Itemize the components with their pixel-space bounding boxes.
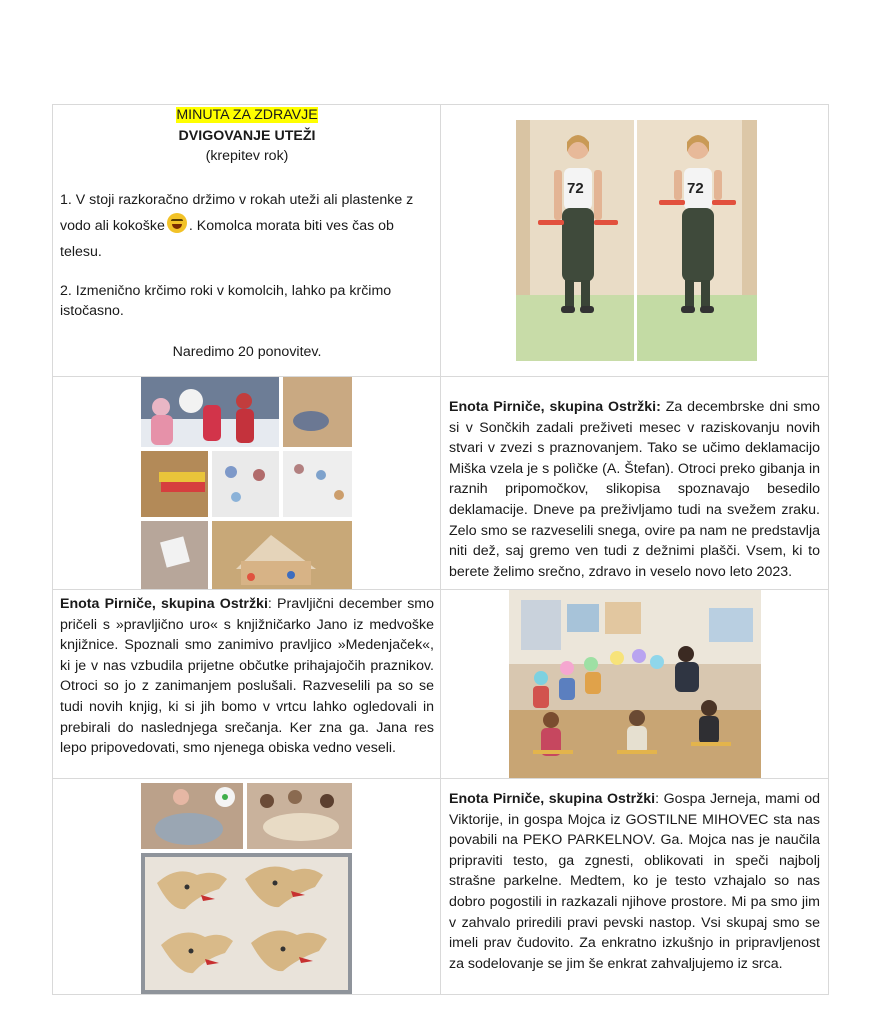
exercise-subtitle: (krepitev rok) [205,148,289,165]
classroom-storytime-photo [509,590,761,778]
repetitions: Naredimo 20 ponovitev. [172,343,322,360]
section-heading-health-minute: MINUTA ZA ZDRAVJE [176,107,318,123]
step-1: 1. V stoji razkoračno držimo v rokah uteži ali plastenke z vodo ali kokoške . Komolca morata biti ves čas ob telesu. [60,191,414,260]
baking-photos-cell [53,779,440,995]
children-snow-collage [141,377,352,589]
storytime-photo-cell [441,590,829,778]
article-december-text: Enota Pirniče, skupina Ostržki: Za decembrske dni smo si v Sončkih zadali preživeti mesec v raziskovanju novih stvari v zvezi s praznovanjem. Tako se učimo deklamacijo Miška vzela je s polìčke (A. Štefan). Otroci preko gibanja in raznih pripomočkov, slikopisa spoznavajo besedilo deklamacije. Dneve pa preživljamo tudi na svežem zraku. Zelo smo se razveselili snega, ovire pa nam ne predstavlja niti dež, saj gremo ven tudi z dežnimi plašči. Vsem, ki to berete želimo srečno, zdravo in veselo novo leto 2023. [449,399,820,580]
collage-december-photos [53,377,440,589]
exercise-instructions [60,105,434,376]
newsletter-table [52,104,829,995]
svg-text:72: 72 [687,180,704,197]
exercise-photos [441,105,829,376]
exercise-title: DVIGOVANJE UTEŽI [178,127,316,144]
step-2: 2. Izmenično krčimo roki v komolcih, lahko pa krčimo istočasno. [60,282,392,320]
article-storytime-text: Enota Pirniče, skupina Ostržki: Pravljični december smo pričeli s »pravljično uro« s knjižničarko Jano iz medvoške knjižnice. Spoznali smo zanimivo pravljico »Medenjaček«, ki je v nas vzbudila prijetne občutke prihajajočih praznikov. Otroci so jo z zanimanjem poslušali. Razveselili pa so se tudi novih knjig, ki si jih bomo v vrtcu lahko ogledovali in prebirali do naslednjega srečanja. Ker zna ga. Jana res lepo pripovedovati, smo njenega obiska vedno veseli. [60,596,434,757]
article-baking-text: Enota Pirniče, skupina Ostržki: Gospa Jerneja, mami od Viktorije, in gospa Mojca iz GOSTILNE MIHOVEC sta nas povabili na PEKO PARKELNOV. Ga. Mojca nas je naučila pripraviti testo, ga zgnesti, oblikovati in speči najbolj strašne parkelne. Medtem, ko je testo vzhajalo so nas dobro pogostili in razkazali njihove prostore. Mi pa smo jim v zahvalo priredili pravi pevski nastop. Vsi skupaj smo se imeli prav čudovito. Za enkratno izkušnjo in pripravljenost za sodelovanje se jim še enkrat zahvaljujemo iz srca. [449,791,821,972]
laughing-emoji-icon [167,213,187,233]
parkelj-baking-collage [141,783,352,994]
svg-text:72: 72 [567,180,584,197]
woman-lifting-weights-photo [516,120,757,361]
